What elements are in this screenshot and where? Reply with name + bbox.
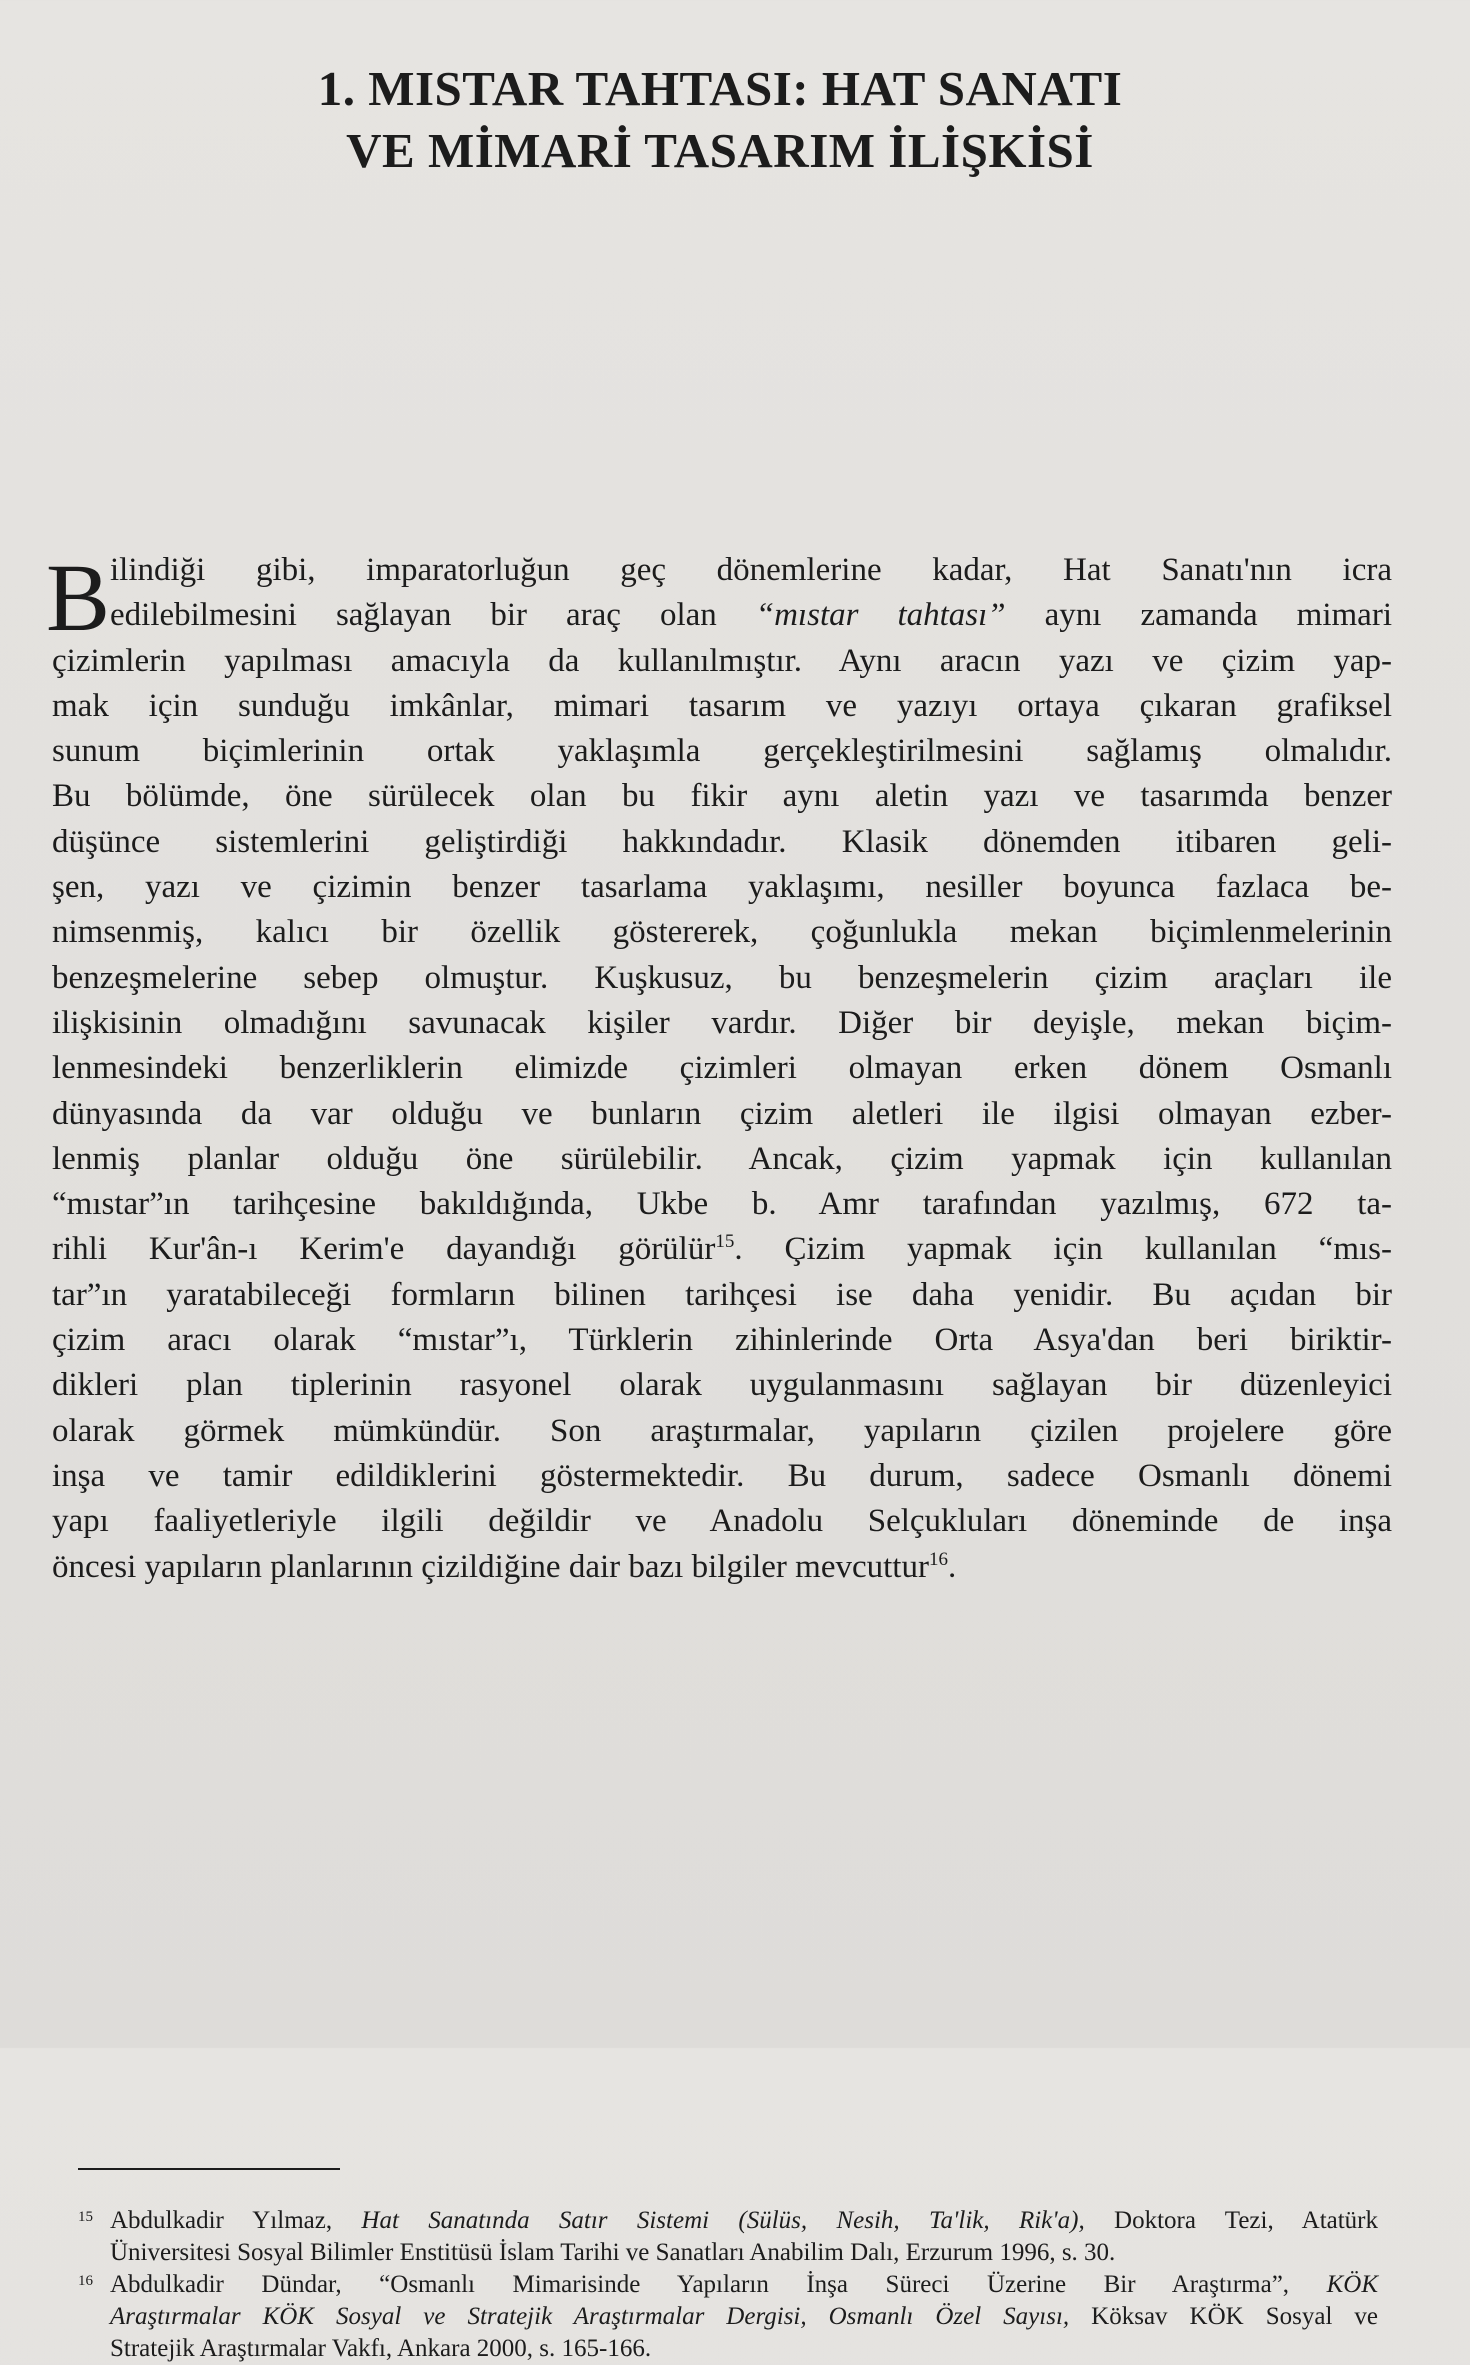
body-line: çizim aracı olarak “mıstar”ı, Türklerin zihinlerinde Orta Asya'dan beri biriktir- <box>52 1322 1392 1359</box>
body-paragraph <box>52 548 1392 1590</box>
footnote-journal-title: KÖK <box>1326 2271 1378 2298</box>
body-line: benzeşmelerine sebep olmuştur. Kuşkusuz, bu benzeşmelerin çizim araçları ile <box>52 959 1392 996</box>
body-line: şen, yazı ve çizimin benzer tasarlama yaklaşımı, nesiller boyunca fazlaca be- <box>52 869 1392 906</box>
body-line: ilindiği gibi, imparatorluğun geç dönemlerine kadar, Hat Sanatı'nın icra <box>110 552 1392 588</box>
footnote-line: Abdulkadir Yılmaz, Hat Sanatında Satır Sistemi (Sülüs, Nesih, Ta'lik, Rik'a), Doktora Tezi, Atatürk <box>110 2207 1379 2234</box>
body-line: düşünce sistemlerini geliştirdiği hakkındadır. Klasik dönemden itibaren geli- <box>52 823 1392 860</box>
drop-cap: B <box>46 544 111 651</box>
chapter-title-line-1: 1. MISTAR TAHTASI: HAT SANATI <box>317 61 1123 116</box>
footnote-ref-16: 16 <box>928 1548 948 1570</box>
footnote-number: 16 <box>78 2273 93 2289</box>
footnote-book-title: Hat Sanatında Satır Sistemi (Sülüs, Nesih, Ta'lik, Rik'a), <box>361 2207 1085 2234</box>
footnote-divider <box>78 2168 340 2170</box>
body-line: dikleri plan tiplerinin rasyonel olarak uygulanmasını sağlayan bir düzenleyici <box>52 1367 1392 1404</box>
body-line: olarak görmek mümkündür. Son araştırmalar, yapıların çizilen projelere göre <box>52 1412 1392 1449</box>
body-line: edilebilmesini sağlayan bir araç olan “mıstar tahtası” aynı zamanda mimari <box>110 597 1392 634</box>
body-line: öncesi yapıların planlarının çizildiğine dair bazı bilgiler mevcuttur$^{16}$. <box>52 1548 957 1585</box>
body-line: “mıstar”ın tarihçesine bakıldığında, Ukbe b. Amr tarafından yazılmış, 672 ta- <box>52 1186 1392 1223</box>
footnote-15 <box>78 2205 1378 2269</box>
footnote-line: Abdulkadir Dündar, “Osmanlı Mimarisinde Yapıların İnşa Süreci Üzerine Bir Araştırma”, KÖK <box>110 2271 1378 2298</box>
body-line: lenmesindeki benzerliklerin elimizde çizimleri olmayan erken dönem Osmanlı <box>52 1050 1392 1087</box>
body-line: inşa ve tamir edildiklerini göstermektedir. Bu durum, sadece Osmanlı dönemi <box>52 1457 1392 1494</box>
body-line: nimsenmiş, kalıcı bir özellik göstererek, çoğunlukla mekan biçimlenmelerinin <box>52 914 1392 951</box>
body-line: ilişkisinin olmadığını savunacak kişiler vardır. Diğer bir deyişle, mekan biçim- <box>52 1004 1392 1041</box>
footnote-journal-title: Araştırmalar KÖK Sosyal ve Stratejik Araştırmalar Dergisi, Osmanlı Özel Sayısı, <box>110 2303 1070 2330</box>
body-line: çizimlerin yapılması amacıyla da kullanılmıştır. Aynı aracın yazı ve çizim yap- <box>52 642 1392 679</box>
chapter-title-line-2: VE MİMARİ TASARIM İLİŞKİSİ <box>346 123 1094 178</box>
footnote-ref-15: 15 <box>715 1231 735 1253</box>
italic-term: “mıstar tahtası” <box>755 597 1006 634</box>
body-line: lenmiş planlar olduğu öne sürülebilir. Ancak, çizim yapmak için kullanılan <box>52 1140 1392 1177</box>
footnote-16 <box>78 2269 1378 2365</box>
footnote-number: 15 <box>78 2209 93 2225</box>
chapter-title <box>0 58 1440 182</box>
footnote-line: Araştırmalar KÖK Sosyal ve Stratejik Araştırmalar Dergisi, Osmanlı Özel Sayısı, Köksav KÖK Sosyal ve <box>110 2303 1378 2330</box>
body-line: rihli Kur'ân-ı Kerim'e dayandığı görülür$^{15}$. Çizim yapmak için kullanılan “mıs- <box>52 1231 1392 1268</box>
body-line: sunum biçimlerinin ortak yaklaşımla gerçekleştirilmesini sağlamış olmalıdır. <box>52 733 1392 770</box>
body-line: tar”ın yaratabileceği formların bilinen tarihçesi ise daha yenidir. Bu açıdan bir <box>52 1276 1392 1313</box>
body-line: yapı faaliyetleriyle ilgili değildir ve Anadolu Selçukluları döneminde de inşa <box>52 1503 1392 1540</box>
footnote-line: Stratejik Araştırmalar Vakfı, Ankara 2000, s. 165-166. <box>110 2335 652 2362</box>
body-line: dünyasında da var olduğu ve bunların çizim aletleri ile ilgisi olmayan ezber- <box>52 1095 1392 1132</box>
footnote-line: Üniversitesi Sosyal Bilimler Enstitüsü İslam Tarihi ve Sanatları Anabilim Dalı, Erzurum 1996, s. 30. <box>110 2239 1116 2266</box>
body-line: mak için sunduğu imkânlar, mimari tasarım ve yazıyı ortaya çıkaran grafiksel <box>52 687 1392 724</box>
footnotes <box>78 2205 1378 2365</box>
body-line: Bu bölümde, öne sürülecek olan bu fikir aynı aletin yazı ve tasarımda benzer <box>52 778 1392 815</box>
